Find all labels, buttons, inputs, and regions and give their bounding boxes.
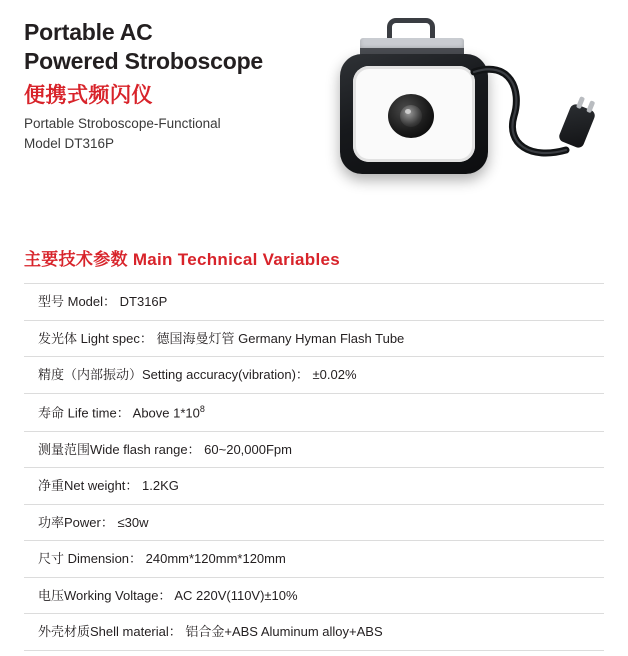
spec-label: 电压Working Voltage： [38, 587, 172, 603]
spec-cell [24, 284, 604, 321]
spec-cell [24, 393, 604, 431]
table-row [24, 320, 604, 357]
spec-label: 发光体 Light spec： [38, 330, 153, 346]
table-row [24, 431, 604, 468]
spec-cell [24, 614, 604, 651]
spec-value-exponent: 8 [199, 403, 205, 414]
spec-label: 测量范围Wide flash range： [38, 441, 201, 457]
table-row [24, 284, 604, 321]
table-row [24, 393, 604, 431]
product-subtitle: Portable Stroboscope-Functional [24, 116, 221, 132]
spec-value: 1.2KG [138, 478, 179, 494]
table-row [24, 357, 604, 394]
table-row [24, 504, 604, 541]
spec-label: 寿命 Life time： [38, 404, 130, 420]
spec-value: Above 1*10 [129, 404, 200, 420]
spec-cell [24, 468, 604, 505]
spec-value: 60~20,000Fpm [200, 441, 292, 457]
spec-label: 精度（内部振动）Setting accuracy(vibration)： [38, 367, 309, 383]
spec-label: 外壳材质Shell material： [38, 624, 182, 640]
specifications-table [24, 283, 604, 651]
table-row [24, 541, 604, 578]
spec-value: 德国海曼灯管 Germany Hyman Flash Tube [152, 330, 405, 346]
spec-cell [24, 320, 604, 357]
product-title-english [24, 18, 344, 77]
product-title-line2: Powered Stroboscope [24, 48, 264, 75]
table-row [24, 468, 604, 505]
specifications-table-body [24, 284, 604, 651]
section-heading: 主要技术参数 Main Technical Variables [24, 250, 341, 269]
spec-label: 净重Net weight： [38, 478, 139, 494]
product-title-chinese: 便携式频闪仪 [24, 83, 153, 107]
table-row [24, 577, 604, 614]
spec-value: 240mm*120mm*120mm [142, 551, 286, 567]
spec-value: ±0.02% [308, 367, 357, 383]
spec-cell [24, 357, 604, 394]
title-block [24, 18, 344, 153]
spec-cell [24, 541, 604, 578]
product-model-line: Model DT316P [24, 135, 115, 151]
spec-value: DT316P [116, 294, 168, 309]
spec-value: 铝合金+ABS Aluminum alloy+ABS [181, 624, 383, 640]
spec-cell [24, 577, 604, 614]
product-lens-inner [400, 105, 422, 127]
product-title-line1: Portable AC [24, 19, 153, 45]
header-section [0, 0, 628, 200]
spec-cell [24, 431, 604, 468]
spec-label: 尺寸 Dimension： [38, 551, 143, 567]
product-lens-glint [405, 109, 411, 114]
spec-label: 型号 Model： [38, 294, 117, 309]
spec-label: 功率Power： [38, 514, 114, 530]
spec-value: AC 220V(110V)±10% [171, 587, 298, 603]
product-photo [320, 14, 620, 189]
spec-value: ≤30w [113, 514, 149, 530]
spec-cell [24, 504, 604, 541]
table-row [24, 614, 604, 651]
